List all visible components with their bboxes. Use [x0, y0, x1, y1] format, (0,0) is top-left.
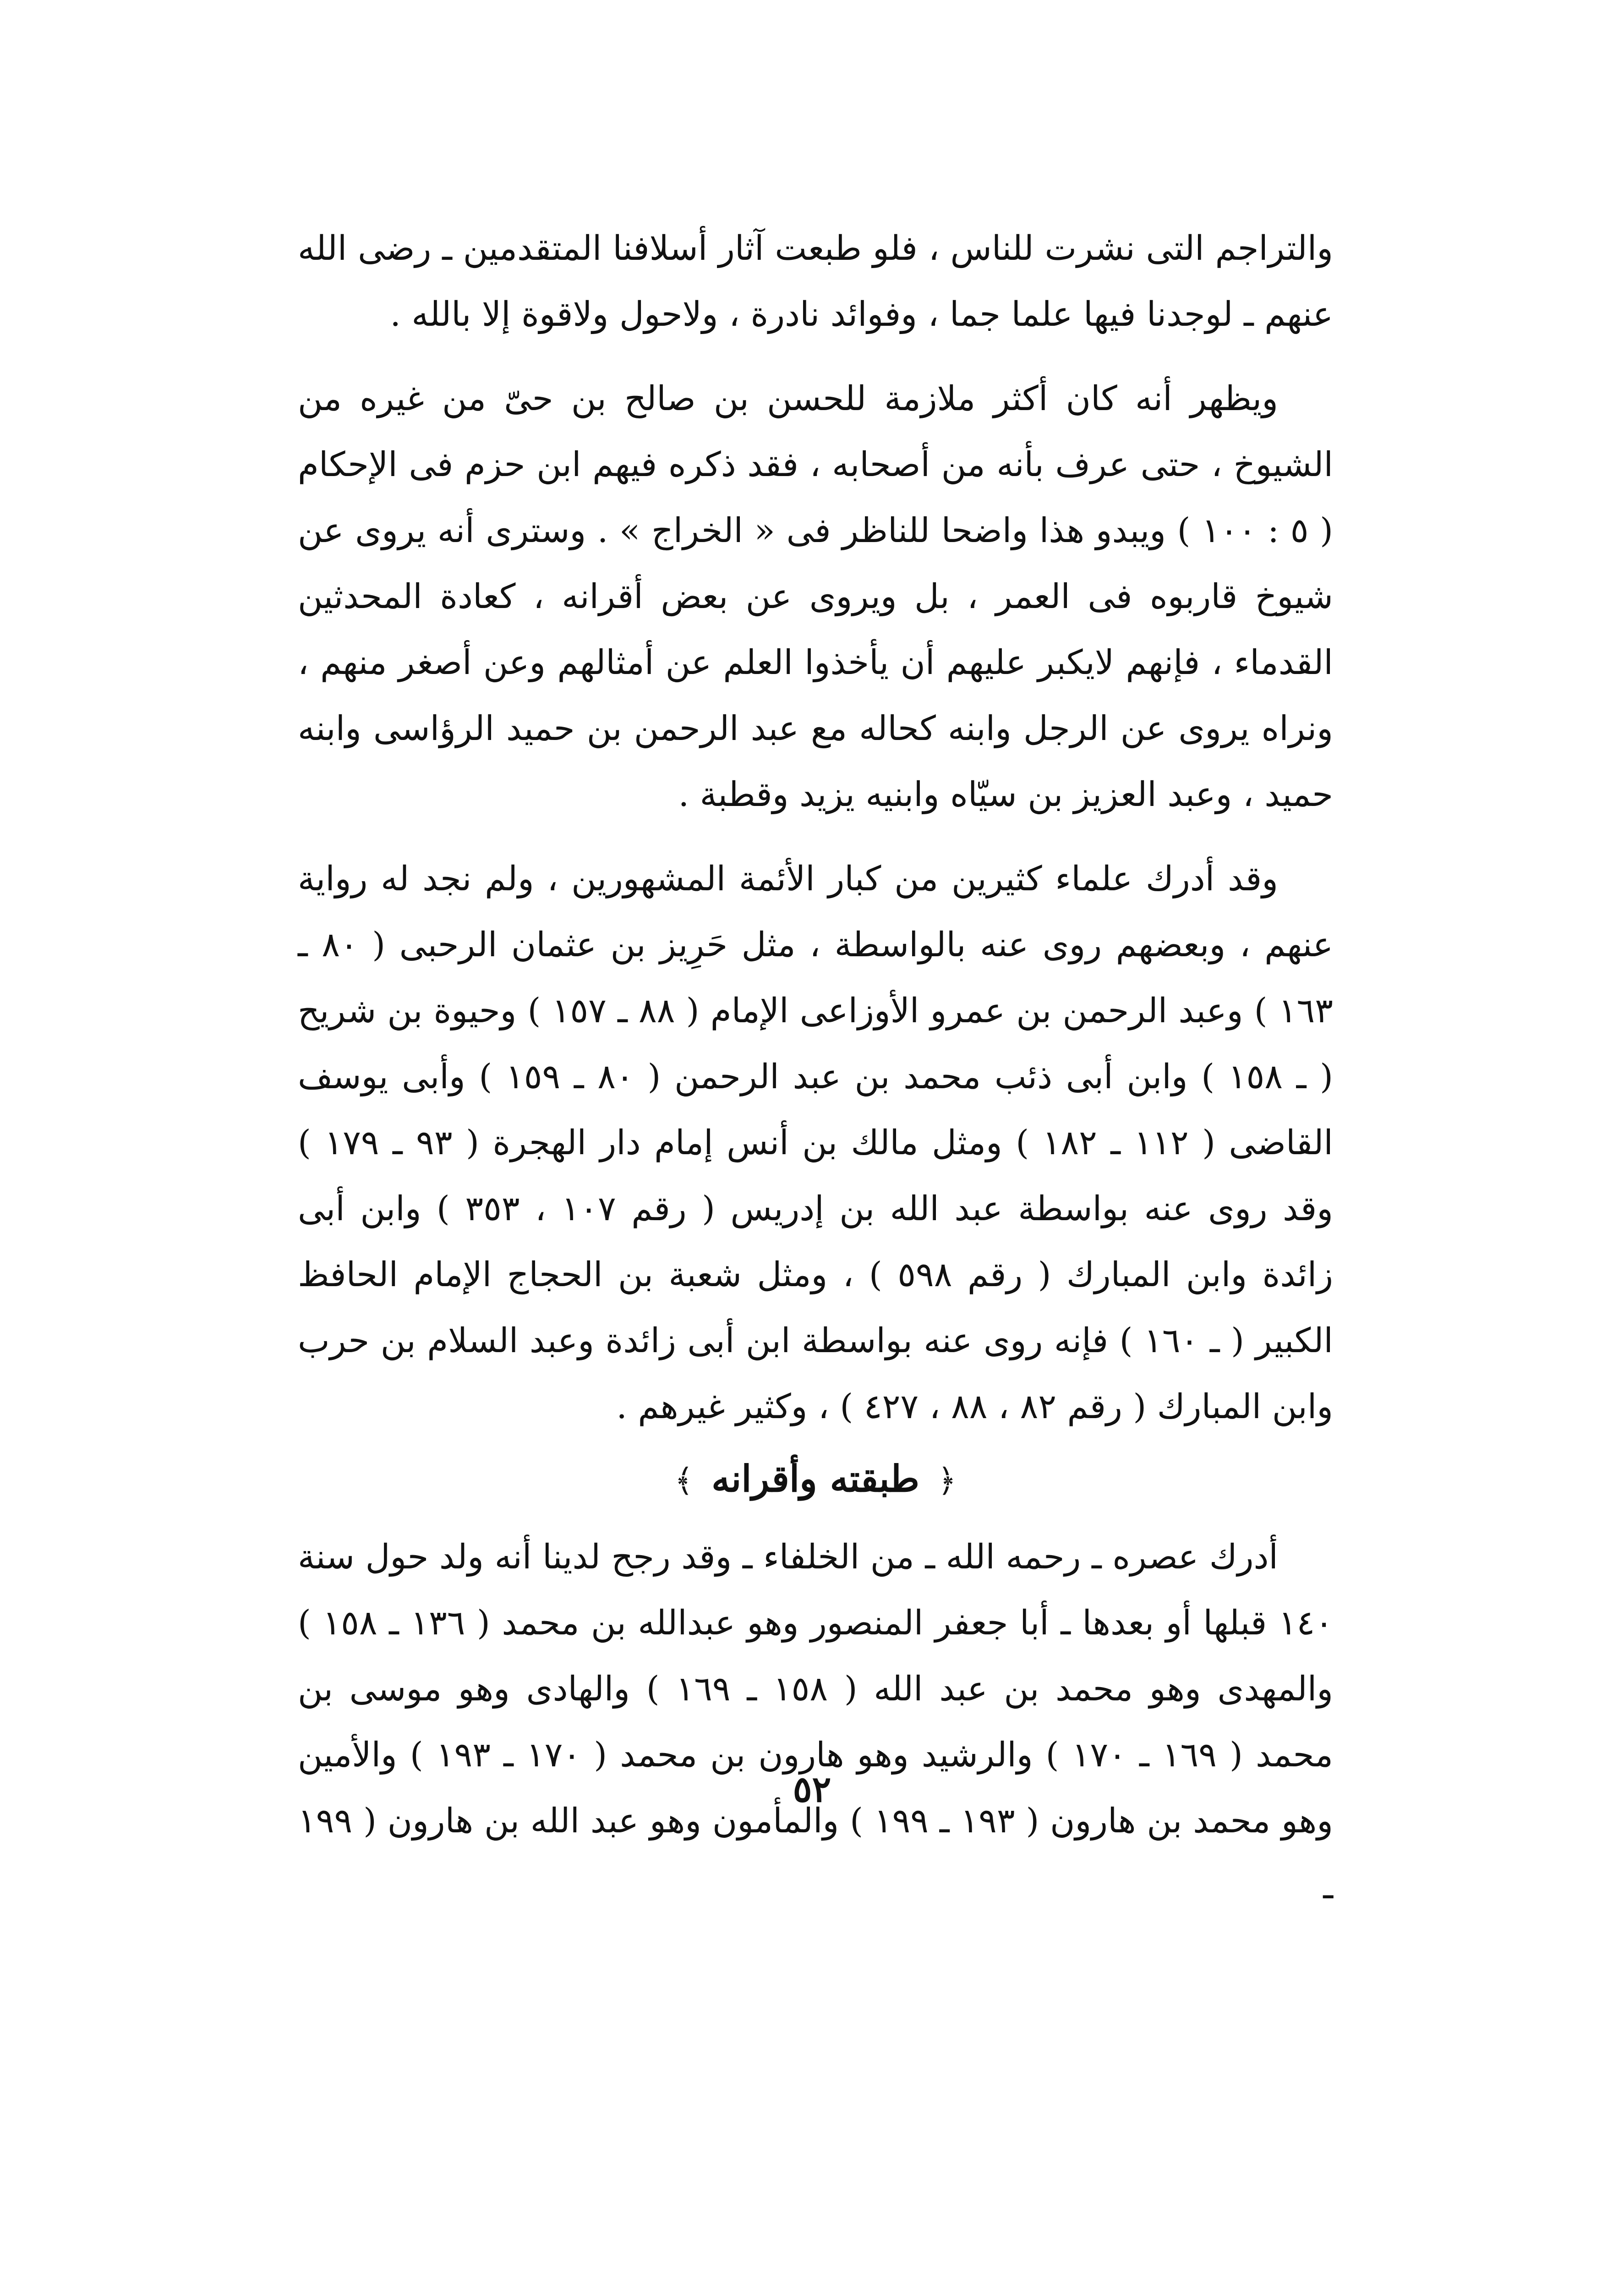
- heading-ornament-open: ﴿: [937, 1462, 957, 1499]
- heading-title: طبقته وأقرانه: [711, 1457, 919, 1500]
- page-number: ٥٢: [793, 1769, 831, 1810]
- paragraph-contemporary-scholars: وقد أدرك علماء كثيرين من كبار الأئمة المشهورين ، ولم نجد له رواية عنهم ، وبعضهم روى عنه بالواسطة ، مثل حَرِيز بن عثمان الرحبى ( ٨٠ ـ ١٦٣ ) وعبد الرحمن بن عمرو الأوزاعى الإمام ( ٨٨ ـ ١٥٧ ) وحيوة بن شريح ( ـ ١٥٨ ) وابن أبى ذئب محمد بن عبد الرحمن ( ٨٠ ـ ١٥٩ ) وأبى يوسف القاضى ( ١١٢ ـ ١٨٢ ) ومثل مالك بن أنس إمام دار الهجرة ( ٩٣ ـ ١٧٩ ) وقد روى عنه بواسطة عبد الله بن إدريس ( رقم ١٠٧ ، ٣٥٣ ) وابن أبى زائدة وابن المبارك ( رقم ٥٩٨ ) ، ومثل شعبة بن الحجاج الإمام الحافظ الكبير ( ـ ١٦٠ ) فإنه روى عنه بواسطة ابن أبى زائدة وعبد السلام بن حرب وابن المبارك ( رقم ٨٢ ، ٨٨ ، ٤٢٧ ) ، وكثير غيرهم .: [298, 859, 1334, 1426]
- body-text: [298, 215, 1333, 1920]
- paragraph-caliphs: أدرك عصره ـ رحمه الله ـ من الخلفاء ـ وقد رجح لدينا أنه ولد حول سنة ١٤٠ قبلها أو بعدها ـ أبا جعفر المنصور وهو عبدالله بن محمد ( ١٣٦ ـ ١٥٨ ) والمهدى وهو محمد بن عبد الله ( ١٥٨ ـ ١٦٩ ) والهادى وهو موسى بن محمد ( ١٦٩ ـ ١٧٠ ) والرشيد وهو هارون بن محمد ( ١٧٠ ـ ١٩٣ ) والأمين وهو محمد بن هارون ( ١٩٣ ـ ١٩٩ ) والمأمون وهو عبد الله بن هارون ( ١٩٩ ـ: [298, 1537, 1334, 1907]
- paragraph-companionship: ويظهر أنه كان أكثر ملازمة للحسن بن صالح بن حىّ من غيره من الشيوخ ، حتى عرف بأنه من أصحابه ، فقد ذكره فيهم ابن حزم فى الإحكام ( ٥ : ١٠٠ ) ويبدو هذا واضحا للناظر فى « الخراج » . وسترى أنه يروى عن شيوخ قاربوه فى العمر ، بل ويروى عن بعض أقرانه ، كعادة المحدثين القدماء ، فإنهم لايكبر عليهم أن يأخذوا العلم عن أمثالهم وعن أصغر منهم ، ونراه يروى عن الرجل وابنه كحاله مع عبد الرحمن بن حميد الرؤاسى وابنه حميد ، وعبد العزيز بن سيّاه وابنيه يزيد وقطبة .: [298, 379, 1333, 814]
- paragraph-continued: والتراجم التى نشرت للناس ، فلو طبعت آثار أسلافنا المتقدمين ـ رضى الله عنهم ـ لوجدنا فيها علما جما ، وفوائد نادرة ، ولاحول ولاقوة إلا بالله .: [298, 229, 1333, 334]
- heading-ornament-close: ﴾: [674, 1462, 694, 1499]
- section-heading: [298, 1444, 1333, 1515]
